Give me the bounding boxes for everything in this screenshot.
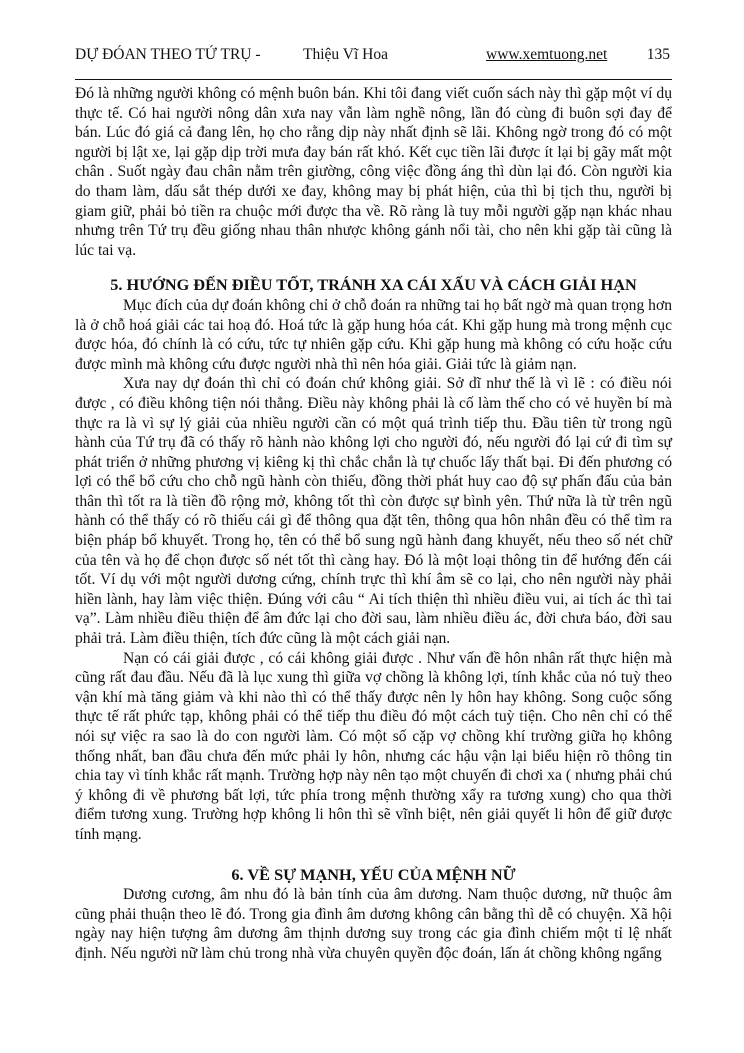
intro-paragraph: Đó là những người không có mệnh buôn bán. Khi tôi đang viết cuốn sách này thì gặp một ví dụ thực tế. Có hai người nông dân xưa nay vẫn làm nghề nông, lần đó cùng đi buôn sợi đay để bán. Lúc đó giá cả đang lên, họ cho rằng dịp này nhất định sẽ lãi. Không ngờ trong đó có một người bị lật xe, lại gặp dịp trời mưa đay bán rất khó. Kết cục tiền lãi được ít lại bị gãy mất một chân . Suốt ngày đau chân nằm trên giường, công việc đồng áng thì dùn lại đó. Còn người kia do tham làm, dấu sắt thép dưới xe đay, không may bị phát hiện, của thì bị tịch thu, người bị giam giữ, phải bỏ tiền ra chuộc mới được tha về. Rõ ràng là tuy mỗi người gặp nạn khác nhau nhưng trên Tứ trụ đều giống nhau thân nhược không gánh nổi tài, cho nên khi gặp tài cũng là lúc tai vạ. [75, 85, 672, 259]
section-5-paragraph-2: Xưa nay dự đoán thì chỉ có đoán chứ không giải. Sở dĩ như thế là vì lẽ : có điều nói được , có điều không tiện nói thẳng. Điều này không phải là cố làm thế cho có vẻ huyền bí mà thực ra là vì sự lý giải của nhiều người cần có một quá trình tiếp thu. Đầu tiên từ trong ngũ hành của Tứ trụ đã có thấy rõ hành nào không lợi cho người đó, nếu người đó lại cứ đi tìm sự phát triển ở những phương vị kiêng kị thì chắc chắn là tự chuốc lấy thất bại. Đi đến phương có lợi có thể bổ cứu cho chỗ ngũ hành còn thiếu, đồng thời phát huy cao độ sự phấn đấu của bản thân thì tốt ra là tiền đồ rộng mở, không tốt thì còn được sự bình yên. Thứ nữa là từ trên ngũ hành có thể thấy có rõ thiếu cái gì để thông qua đặt tên, thông qua hôn nhân đều có thể tìm ra biện pháp bổ khuyết. Trong họ, tên có thể bổ sung ngũ hành đang khuyết, nếu theo số nét chữ của tên và họ để chọn được số nét tốt thì càng hay. Đó là một loại thông tin để hướng đến cái tốt. Ví dụ với một người dương cứng, chính trực thì khí âm sẽ co lại, cho nên người này phải hiền lành, hay làm việc thiện. Đúng với câu “ Ai tích thiện thì nhiều điều vui, ai tích ác thì tai vạ”. Làm nhiều điều thiện để âm đức lại cho đời sau, làm nhiều điều ác, đời chưa báo, đời sau phải trả. Làm điều thiện, tích đức cũng là một cách giải nạn. [75, 375, 672, 648]
page-body [75, 84, 672, 964]
section-5-heading: 5. HƯỚNG ĐẾN ĐIỀU TỐT, TRÁNH XA CÁI XẤU VÀ CÁCH GIẢI HẠN [110, 275, 637, 295]
author-name: Thiệu Vĩ Hoa [303, 46, 388, 63]
book-title: DỰ ĐÓAN THEO TỨ TRỤ - [75, 46, 261, 63]
section-5-paragraph-1: Mục đích của dự đoán không chỉ ở chỗ đoán ra những tai họ bất ngờ mà quan trọng hơn là ở chỗ hoá giải các tai hoạ đó. Hoá tức là gặp hung hóa cát. Khi gặp hung mà trong mệnh cục được hóa, đó chính là có cứu, tức tự nhiên gặp cứu. Khi gặp hung mà không có cứu hoặc cứu được mình mà không cứu được người nhà thì nên hóa giải. Giải tức là giảm nạn. [75, 296, 672, 373]
header-divider [75, 79, 672, 80]
section-6-heading: 6. VỀ SỰ MẠNH, YẾU CỦA MỆNH NỮ [231, 864, 516, 884]
section-5-paragraph-3: Nạn có cái giải được , có cái không giải được . Như vấn đề hôn nhân rất thực hiện mà cũng rất đau đầu. Nếu đã là lục xung thì giữa vợ chồng là không lợi, tính khắc của nó tuỳ theo vận khí mà tăng giảm và khi nào thì có thể thấy được nên ly hôn hay không. Song cuộc sống thực tế rất phức tạp, không phải có thể tiếp thu điều đó một cách tuỳ tiện. Cho nên chỉ có thể nói sự việc ra sao là do con người làm. Có một số cặp vợ chồng khí trường giữa họ không thống nhất, ban đầu chưa đến mức phải ly hôn, nhưng các hậu vận lại biểu hiện rõ thông tin chia tay vì tính khắc rất mạnh. Trường hợp này nên tạo một chuyến đi chơi xa ( nhưng phải chú ý không đi về phương bất lợi, tức phía trong mệnh thường xẩy ra tương xung) cho qua thời điểm tương xung. Trường hợp không li hôn thì sẽ vĩnh biệt, nên giải quyết li hôn để giữ được tính mạng. [75, 649, 672, 843]
website-link[interactable]: www.xemtuong.net [486, 46, 608, 63]
page-number: 135 [646, 46, 670, 63]
page-header [75, 44, 672, 66]
section-6-paragraph-1: Dương cương, âm nhu đó là bản tính của âm dương. Nam thuộc dương, nữ thuộc âm cũng phải thuận theo lẽ đó. Trong gia đình âm dương không cân bằng thì dễ có chuyện. Xã hội ngày nay hiện tượng âm dương âm thịnh dương suy trong các gia đình chiếm một tỉ lệ nhất định. Nếu người nữ làm chủ trong nhà vừa chuyên quyền độc đoán, lấn át chồng không ngẩng [75, 886, 672, 962]
